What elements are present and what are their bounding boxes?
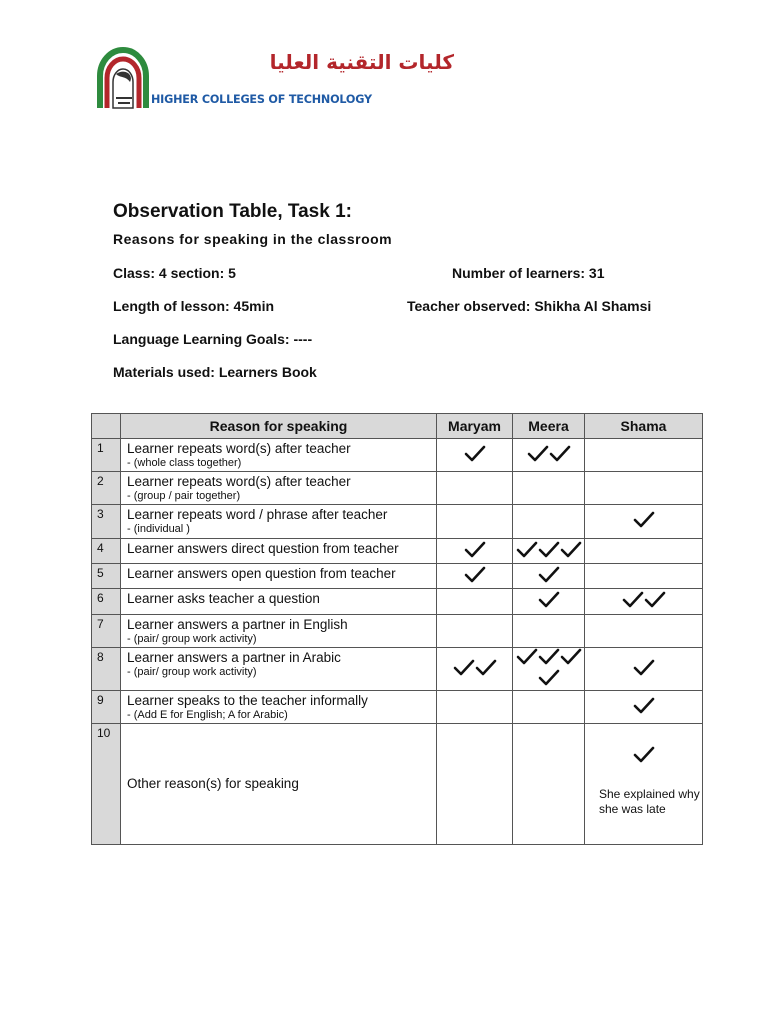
table-row (92, 615, 703, 648)
table-row (92, 724, 703, 845)
table-row (92, 505, 703, 539)
learners-count: Number of learners: 31 (452, 265, 605, 281)
reason-cell (121, 724, 437, 845)
check-mark-icon (516, 541, 538, 562)
page-subtitle: Reasons for speaking in the classroom (113, 231, 393, 247)
table-row (92, 539, 703, 564)
header-reason: Reason for speaking (121, 414, 437, 439)
logo-english-text: HIGHER COLLEGES OF TECHNOLOGY (151, 93, 372, 106)
hct-emblem-icon (94, 46, 152, 110)
page-title: Observation Table, Task 1: (113, 201, 352, 222)
reason-subtext: - (pair/ group work activity) (127, 633, 257, 645)
row-number: 6 (92, 589, 121, 615)
reason-subtext: - (pair/ group work activity) (127, 666, 257, 678)
row-number: 4 (92, 539, 121, 564)
reason-subtext: - (individual ) (127, 523, 190, 535)
tally-cell (437, 648, 513, 691)
tally-cell (585, 648, 703, 691)
reason-cell (121, 564, 437, 589)
learning-goals: Language Learning Goals: ---- (113, 331, 313, 347)
check-mark-icon (464, 541, 486, 562)
materials-used: Materials used: Learners Book (113, 364, 317, 380)
header-maryam: Maryam (437, 414, 513, 439)
reason-text: Learner speaks to the teacher informally (127, 693, 368, 708)
header-shama: Shama (585, 414, 703, 439)
tally-cell (585, 564, 703, 589)
tally-cell (585, 615, 703, 648)
header-meera: Meera (513, 414, 585, 439)
check-mark-icon (633, 697, 655, 718)
tally-cell (585, 724, 703, 845)
reason-cell (121, 615, 437, 648)
check-mark-icon (644, 591, 666, 612)
table-row (92, 439, 703, 472)
check-mark-icon (516, 648, 538, 669)
tally-cell (437, 505, 513, 539)
row-number: 3 (92, 505, 121, 539)
row-number: 9 (92, 691, 121, 724)
tally-cell (437, 724, 513, 845)
logo-arabic-text: كليات التقنية العليا (269, 50, 454, 74)
college-logo (94, 46, 454, 110)
header-number (92, 414, 121, 439)
check-mark-icon (622, 591, 644, 612)
check-mark-icon (464, 566, 486, 587)
row-number: 10 (92, 724, 121, 845)
reason-cell (121, 439, 437, 472)
check-mark-icon (538, 541, 560, 562)
reason-text: Learner answers direct question from teacher (127, 541, 399, 556)
table-row (92, 472, 703, 505)
reason-cell (121, 589, 437, 615)
check-mark-icon (560, 648, 582, 669)
tally-cell (437, 472, 513, 505)
reason-cell (121, 648, 437, 691)
tally-cell (513, 648, 585, 691)
note-text: She explained why she was late (599, 786, 700, 816)
check-mark-icon (475, 659, 497, 680)
tally-cell (513, 472, 585, 505)
tally-cell (437, 615, 513, 648)
check-mark-icon (549, 445, 571, 466)
tally-cell (437, 564, 513, 589)
check-mark-icon (464, 445, 486, 466)
tally-cell (513, 589, 585, 615)
row-number: 7 (92, 615, 121, 648)
reason-subtext: - (group / pair together) (127, 490, 241, 502)
reason-subtext: - (Add E for English; A for Arabic) (127, 709, 288, 721)
tally-cell (513, 439, 585, 472)
check-mark-icon (538, 591, 560, 612)
reason-cell (121, 691, 437, 724)
reason-cell (121, 505, 437, 539)
table-row (92, 648, 703, 691)
row-number: 5 (92, 564, 121, 589)
observation-table (91, 413, 703, 845)
reason-text: Learner answers open question from teacher (127, 566, 396, 581)
reason-text: Learner repeats word / phrase after teacher (127, 507, 388, 522)
check-mark-icon (538, 669, 560, 690)
check-mark-icon (527, 445, 549, 466)
tally-cell (437, 539, 513, 564)
tally-cell (513, 505, 585, 539)
table-row (92, 589, 703, 615)
tally-cell (513, 691, 585, 724)
reason-text: Learner repeats word(s) after teacher (127, 441, 351, 456)
tally-cell (585, 589, 703, 615)
tally-cell (513, 615, 585, 648)
reason-text: Learner repeats word(s) after teacher (127, 474, 351, 489)
row-number: 2 (92, 472, 121, 505)
check-mark-icon (453, 659, 475, 680)
reason-subtext: - (whole class together) (127, 457, 242, 469)
reason-text: Learner answers a partner in Arabic (127, 650, 341, 665)
tally-cell (585, 691, 703, 724)
table-row (92, 691, 703, 724)
tally-cell (437, 439, 513, 472)
tally-cell (585, 539, 703, 564)
row-number: 8 (92, 648, 121, 691)
row-number: 1 (92, 439, 121, 472)
tally-cell (437, 589, 513, 615)
check-mark-icon (633, 511, 655, 532)
check-mark-icon (538, 648, 560, 669)
table-row (92, 564, 703, 589)
tally-cell (513, 539, 585, 564)
class-info: Class: 4 section: 5 (113, 265, 236, 281)
table-header-row (92, 414, 703, 439)
check-mark-icon (633, 659, 655, 680)
lesson-length: Length of lesson: 45min (113, 298, 275, 314)
check-mark-icon (538, 566, 560, 587)
reason-text: Learner asks teacher a question (127, 591, 320, 606)
check-mark-icon (633, 746, 655, 767)
reason-text: Other reason(s) for speaking (127, 776, 299, 791)
reason-cell (121, 472, 437, 505)
reason-text: Learner answers a partner in English (127, 617, 348, 632)
tally-cell (585, 439, 703, 472)
teacher-observed: Teacher observed: Shikha Al Shamsi (407, 298, 652, 314)
tally-cell (585, 505, 703, 539)
tally-cell (513, 564, 585, 589)
tally-cell (437, 691, 513, 724)
reason-cell (121, 539, 437, 564)
tally-cell (513, 724, 585, 845)
tally-cell (585, 472, 703, 505)
check-mark-icon (560, 541, 582, 562)
